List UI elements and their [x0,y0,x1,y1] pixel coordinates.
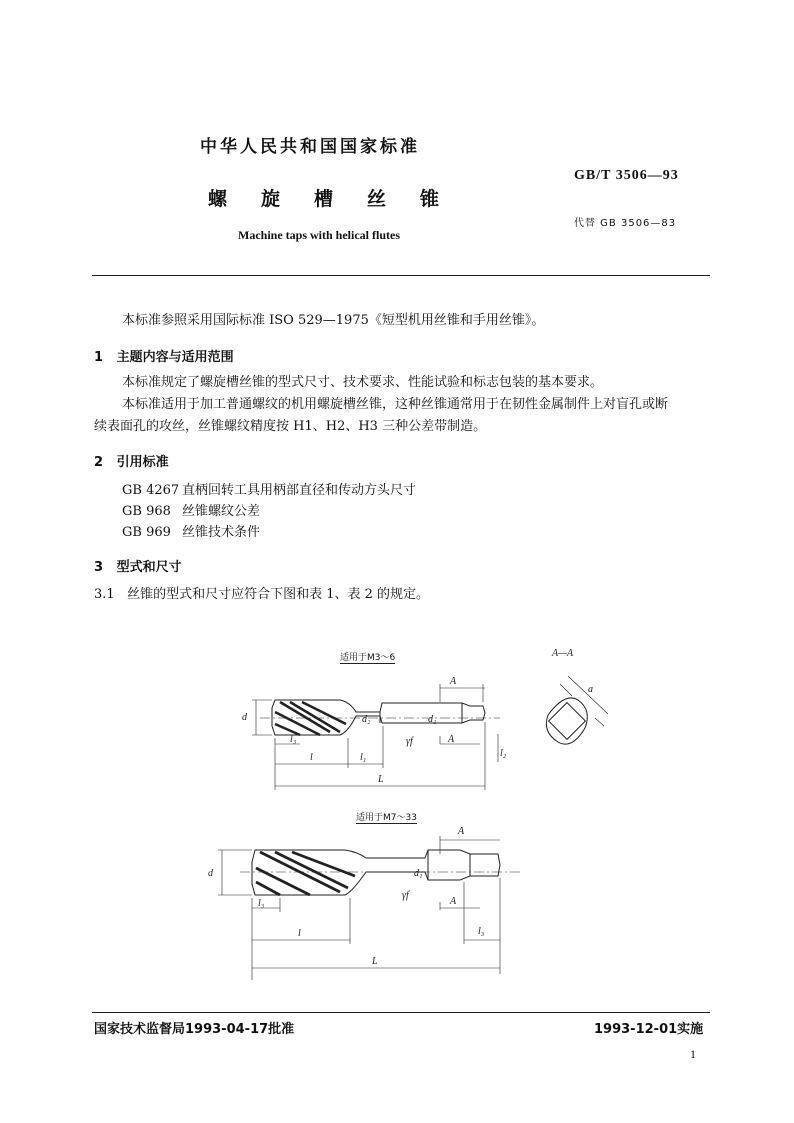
dim-gamma: γf [402,890,409,901]
org-title: 中华人民共和国国家标准 [200,137,420,157]
section-3-title: 型式和尺寸 [116,560,182,575]
section-2-title: 引用标准 [116,455,169,470]
section-3-1-text: 丝锥的型式和尺寸应符合下图和表 1、表 2 的规定。 [127,587,430,602]
standard-number: GB/T 3506—93 [574,168,679,183]
section-3-heading [94,556,182,575]
replaces-standard: 代替 GB 3506—83 [574,218,677,229]
dim-l4: l₃ [258,898,265,909]
reference-item [122,524,260,542]
document-title: 螺旋槽丝锥 [208,188,474,210]
section-2-number: 2 [94,455,104,470]
reference-title: 丝锥技术条件 [182,525,261,540]
dim-d1: d₁ [428,714,437,725]
footer-divider [92,1012,710,1013]
dim-l3: l₃ [478,926,485,937]
reference-title: 直柄回转工具用柄部直径和传动方头尺寸 [182,483,417,498]
dim-l: l [298,928,301,939]
dim-gamma: γf [406,736,413,747]
reference-item [122,503,260,521]
section-label: A—A [552,648,574,659]
section-1-paragraph-1: 本标准规定了螺旋槽丝锥的型式尺寸、技术要求、性能试验和标志包装的基本要求。 [122,375,604,390]
section-marker-a: A [450,896,457,907]
section-1-title: 主题内容与适用范围 [116,350,234,365]
small-tap-outline [260,700,500,735]
reference-item [122,482,416,500]
page-number: 1 [690,1047,696,1061]
section-1-number: 1 [94,350,104,365]
approval-text: 国家技术监督局1993-04-17批准 [94,1022,295,1037]
header-divider [92,275,710,276]
section-2-heading [94,451,169,470]
reference-code: GB 968 [122,504,171,519]
dim-a: a [588,684,593,695]
large-tap-outline [240,850,520,895]
dim-l4: l₃ [290,734,297,745]
section-3-1 [94,586,429,604]
dim-d1: d₁ [414,868,423,879]
dim-L: L [378,774,384,785]
dim-d2: d₂ [362,714,371,725]
dim-d: d [208,868,213,879]
dim-d: d [242,712,247,723]
reference-code: GB 4267 [122,483,180,498]
dim-l: l [310,752,313,763]
section-3-1-number: 3.1 [94,587,115,602]
figure-label-small: 适用于M3～6 [340,650,395,664]
reference-code: GB 969 [122,525,171,540]
section-1-paragraph-2b: 续表面孔的攻丝，丝锥螺纹精度按 H1、H2、H3 三种公差带制造。 [94,419,487,434]
dim-l2: l₂ [500,748,507,759]
tap-drawing [180,640,640,980]
document-title-english: Machine taps with helical flutes [238,228,400,242]
reference-title: 丝锥螺纹公差 [182,504,261,519]
figure-label-large: 适用于M7～33 [356,810,417,824]
section-1-paragraph-2a: 本标准适用于加工普通螺纹的机用螺旋槽丝锥，这种丝锥通常用于在韧性金属制件上对盲孔或断 [122,397,669,412]
effective-date: 1993-12-01实施 [594,1022,704,1037]
cross-section-a-a [546,676,608,744]
section-marker-a: A [448,734,455,745]
section-marker-a: A [458,826,465,837]
section-marker-a: A [450,676,457,687]
dim-l1: l₁ [360,752,367,763]
section-3-number: 3 [94,560,104,575]
dim-L: L [372,956,378,967]
intro-paragraph: 本标准参照采用国际标准 ISO 529—1975《短型机用丝锥和手用丝锥》。 [122,313,545,328]
section-1-heading [94,346,234,365]
